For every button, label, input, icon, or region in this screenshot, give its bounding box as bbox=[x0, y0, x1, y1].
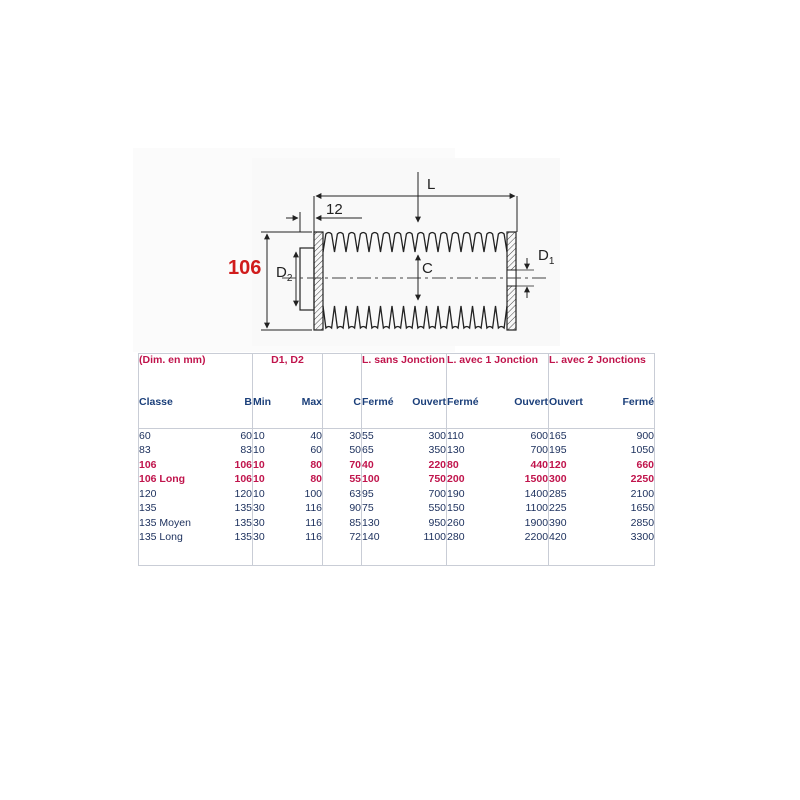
cell-b: 135 bbox=[215, 530, 253, 545]
cell-min: 30 bbox=[253, 531, 265, 544]
cell-j2_f: 900 bbox=[599, 428, 655, 443]
cell-min: 10 bbox=[253, 429, 265, 442]
cell-j1_o: 440 bbox=[494, 458, 549, 473]
table-body bbox=[139, 428, 655, 565]
label-d1-sub: 1 bbox=[548, 256, 555, 267]
table-row bbox=[139, 472, 655, 487]
cell-max: 116 bbox=[291, 516, 323, 531]
cell-j1_o: 1900 bbox=[494, 516, 549, 531]
cell-s_o: 300 bbox=[402, 428, 447, 443]
cell-s_f: 95 bbox=[362, 487, 374, 500]
cell-j2_o: 300 bbox=[549, 473, 567, 486]
cell-b: 83 bbox=[215, 443, 253, 458]
header-max: Max bbox=[291, 396, 323, 422]
cell-min: 10 bbox=[253, 458, 265, 471]
cell-j2_f: 1650 bbox=[599, 501, 655, 516]
cell-b: 135 bbox=[215, 516, 253, 531]
group-sans-jonction: L. sans Jonction bbox=[362, 354, 447, 397]
cell-classe: 120 bbox=[139, 487, 215, 502]
cell-j1_f: 80 bbox=[447, 458, 459, 471]
cell-j2_f: 1050 bbox=[599, 443, 655, 458]
group-c-empty bbox=[323, 354, 362, 397]
cell-c: 85 bbox=[323, 516, 362, 531]
table-row bbox=[139, 443, 655, 458]
cell-b: 106 bbox=[215, 458, 253, 473]
cell-j1_o: 700 bbox=[494, 443, 549, 458]
cell-s_f: 140 bbox=[362, 531, 380, 544]
cell-c: 70 bbox=[323, 458, 362, 473]
cell-s_o: 350 bbox=[402, 443, 447, 458]
cell-classe: 83 bbox=[139, 443, 215, 458]
label-d2 bbox=[276, 264, 292, 284]
cell-b: 106 bbox=[215, 472, 253, 487]
cell-c: 90 bbox=[323, 501, 362, 516]
header-ferme-one: Fermé bbox=[447, 396, 479, 409]
group-d1d2: D1, D2 bbox=[253, 354, 323, 397]
cell-c: 55 bbox=[323, 472, 362, 487]
cell-classe: 135 Long bbox=[139, 530, 215, 545]
cell-j1_o: 1500 bbox=[494, 472, 549, 487]
cell-c: 63 bbox=[323, 487, 362, 502]
cell-min: 10 bbox=[253, 487, 265, 500]
group-two-jonctions: L. avec 2 Jonctions bbox=[549, 354, 655, 397]
label-d2-main: D bbox=[276, 264, 287, 281]
cell-j1_f: 200 bbox=[447, 473, 465, 486]
group-header-row bbox=[139, 354, 655, 397]
cell-j2_f: 2100 bbox=[599, 487, 655, 502]
header-ouvert-one: Ouvert bbox=[494, 396, 549, 422]
cell-s_o: 700 bbox=[402, 487, 447, 502]
cell-j2_f: 2250 bbox=[599, 472, 655, 487]
cell-j1_o: 600 bbox=[494, 428, 549, 443]
cell-j1_f: 150 bbox=[447, 502, 465, 515]
cell-j2_o: 285 bbox=[549, 487, 567, 500]
header-b: B bbox=[215, 396, 253, 422]
cell-b: 120 bbox=[215, 487, 253, 502]
cell-j2_o: 120 bbox=[549, 458, 567, 471]
cell-s_o: 550 bbox=[402, 501, 447, 516]
cell-j1_o: 1400 bbox=[494, 487, 549, 502]
cell-s_o: 750 bbox=[402, 472, 447, 487]
cell-j2_o: 225 bbox=[549, 502, 567, 515]
cell-s_f: 75 bbox=[362, 502, 374, 515]
cell-max: 116 bbox=[291, 501, 323, 516]
cell-j1_f: 110 bbox=[447, 429, 464, 442]
label-d1 bbox=[538, 247, 554, 267]
column-header-row bbox=[139, 396, 655, 422]
cell-max: 60 bbox=[291, 443, 323, 458]
label-d2-sub: 2 bbox=[286, 273, 293, 284]
cell-j2_o: 390 bbox=[549, 516, 567, 529]
label-c: C bbox=[422, 260, 433, 277]
bellows-drawing bbox=[0, 0, 800, 360]
cell-c: 30 bbox=[323, 428, 362, 443]
table-filler-row bbox=[139, 545, 655, 566]
spec-table bbox=[138, 353, 655, 566]
cell-max: 40 bbox=[291, 428, 323, 443]
cell-max: 80 bbox=[291, 458, 323, 473]
cell-j2_o: 195 bbox=[549, 444, 567, 457]
cell-j1_o: 1100 bbox=[494, 501, 549, 516]
label-12: 12 bbox=[326, 201, 343, 218]
cell-min: 10 bbox=[253, 444, 265, 457]
cell-classe: 135 Moyen bbox=[139, 516, 215, 531]
top-convolutions bbox=[323, 233, 507, 253]
header-classe: Classe bbox=[139, 396, 215, 422]
cell-max: 100 bbox=[291, 487, 323, 502]
cell-min: 30 bbox=[253, 516, 265, 529]
left-flange bbox=[314, 232, 323, 330]
header-ferme-sans: Fermé bbox=[362, 396, 394, 409]
cell-j2_f: 3300 bbox=[599, 530, 655, 545]
group-dim: (Dim. en mm) bbox=[139, 354, 253, 397]
cell-max: 80 bbox=[291, 472, 323, 487]
cell-classe: 135 bbox=[139, 501, 215, 516]
cell-s_o: 950 bbox=[402, 516, 447, 531]
bottom-convolutions bbox=[323, 306, 507, 328]
cell-s_f: 55 bbox=[362, 429, 374, 442]
cell-s_f: 65 bbox=[362, 444, 374, 457]
cell-min: 10 bbox=[253, 473, 265, 486]
left-collar bbox=[300, 248, 314, 310]
cell-c: 72 bbox=[323, 530, 362, 545]
cell-j1_f: 280 bbox=[447, 531, 465, 544]
table-row bbox=[139, 428, 655, 443]
cell-j2_o: 165 bbox=[549, 429, 567, 442]
cell-j2_f: 2850 bbox=[599, 516, 655, 531]
header-ouvert-sans: Ouvert bbox=[402, 396, 447, 422]
cell-j1_f: 260 bbox=[447, 516, 465, 529]
header-ferme-two: Fermé bbox=[599, 396, 655, 422]
table-row bbox=[139, 516, 655, 531]
cell-s_o: 220 bbox=[402, 458, 447, 473]
cell-b: 135 bbox=[215, 501, 253, 516]
cell-classe: 60 bbox=[139, 428, 215, 443]
cell-c: 50 bbox=[323, 443, 362, 458]
cell-s_f: 130 bbox=[362, 516, 380, 529]
cell-min: 30 bbox=[253, 502, 265, 515]
group-one-jonction: L. avec 1 Jonction bbox=[447, 354, 549, 397]
cell-j1_o: 2200 bbox=[494, 530, 549, 545]
label-l: L bbox=[427, 176, 436, 193]
header-ouvert-two: Ouvert bbox=[549, 396, 583, 409]
cell-max: 116 bbox=[291, 530, 323, 545]
table-row bbox=[139, 530, 655, 545]
cell-s_o: 1100 bbox=[402, 530, 447, 545]
header-min: Min bbox=[253, 396, 272, 409]
cell-b: 60 bbox=[215, 428, 253, 443]
table-row bbox=[139, 458, 655, 473]
label-d1-main: D bbox=[538, 247, 549, 264]
cell-classe: 106 Long bbox=[139, 472, 215, 487]
cell-j1_f: 130 bbox=[447, 444, 465, 457]
header-c: C bbox=[323, 396, 362, 422]
table-row bbox=[139, 501, 655, 516]
cell-s_f: 100 bbox=[362, 473, 380, 486]
size-label: 106 bbox=[228, 257, 262, 279]
cell-classe: 106 bbox=[139, 458, 215, 473]
cell-s_f: 40 bbox=[362, 458, 374, 471]
table-row bbox=[139, 487, 655, 502]
cell-j2_f: 660 bbox=[599, 458, 655, 473]
cell-j1_f: 190 bbox=[447, 487, 465, 500]
cell-j2_o: 420 bbox=[549, 531, 567, 544]
